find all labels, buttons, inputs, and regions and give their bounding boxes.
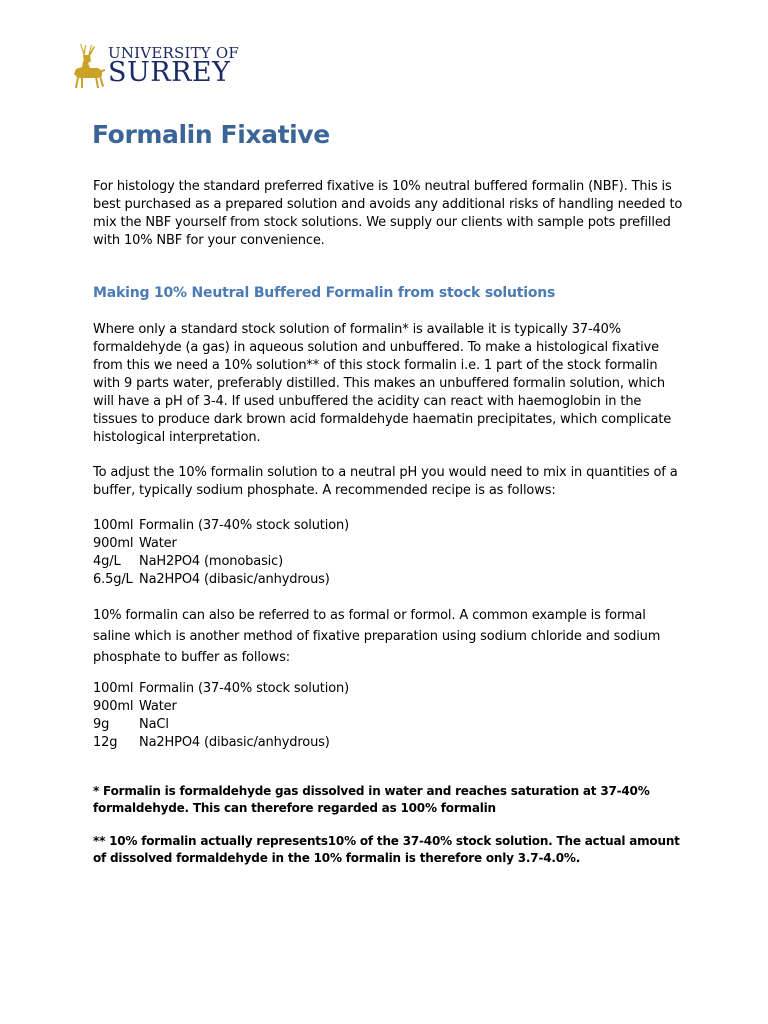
recipe-ingredient: Na2HPO4 (dibasic/anhydrous): [139, 572, 330, 587]
recipe-row: [93, 571, 349, 589]
intro-paragraph: For histology the standard preferred fixative is 10% neutral buffered formalin (NBF). This is best purchased as a prepared solution and avoids any additional risks of handling needed to mix the NBF yourself from stock solutions. We supply our clients with sample pots prefilled with 10% NBF for your convenience.: [93, 179, 683, 248]
recipe-ingredient: NaH2PO4 (monobasic): [139, 554, 284, 569]
recipe-row: [93, 698, 349, 716]
recipe-ingredient: Water: [139, 699, 177, 714]
nbf-recipe: [93, 517, 349, 589]
recipe-amount: 12g: [93, 735, 118, 750]
recipe-amount: 4g/L: [93, 554, 121, 569]
section-heading: Making 10% Neutral Buffered Formalin from stock solutions: [93, 285, 556, 301]
recipe-ingredient: Formalin (37-40% stock solution): [139, 518, 350, 533]
recipe-amount: 900ml: [93, 536, 134, 551]
recipe-amount: 6.5g/L: [93, 572, 133, 587]
logo-surrey-text: SURREY: [108, 57, 231, 88]
recipe-amount: 100ml: [93, 681, 134, 696]
recipe-row: [93, 535, 349, 553]
recipe-ingredient: Formalin (37-40% stock solution): [139, 681, 350, 696]
recipe-row: [93, 680, 349, 698]
recipe-row: [93, 553, 349, 571]
recipe-amount: 9g: [93, 717, 110, 732]
formal-saline-paragraph: 10% formalin can also be referred to as formal or formol. A common example is formal saline which is another method of fixative preparation using sodium chloride and sodium phosphate to buffer as follows:: [93, 608, 661, 665]
recipe-ingredient: Na2HPO4 (dibasic/anhydrous): [139, 735, 330, 750]
recipe-ingredient: Water: [139, 536, 177, 551]
stag-icon: [64, 42, 106, 90]
recipe-ingredient: NaCl: [139, 717, 169, 732]
logo-university-text: UNIVERSITY OF: [108, 44, 239, 62]
formal-saline-recipe: [93, 680, 349, 752]
footnote-formalin: * Formalin is formaldehyde gas dissolved in water and reaches saturation at 37-40% formaldehyde. This can therefore regarded as 100% formalin: [93, 784, 650, 815]
recipe-row: [93, 734, 349, 752]
stock-solution-paragraph: Where only a standard stock solution of formalin* is available it is typically 37-40% formaldehyde (a gas) in aqueous solution and unbuffered. To make a histological fixative from this we need a 10% solution** of this stock formalin i.e. 1 part of the stock formalin with 9 parts water, preferably distilled. This makes an unbuffered formalin solution, which will have a pH of 3-4. If used unbuffered the acidity can react with haemoglobin in the tissues to produce dark brown acid formaldehyde haematin precipitates, which complicate histological interpretation.: [93, 322, 672, 445]
university-logo: [64, 42, 239, 92]
page-title: Formalin Fixative: [92, 120, 330, 149]
buffer-paragraph: To adjust the 10% formalin solution to a neutral pH you would need to mix in quantities of a buffer, typically sodium phosphate. A recommended recipe is as follows:: [93, 465, 678, 498]
recipe-row: [93, 716, 349, 734]
recipe-amount: 900ml: [93, 699, 134, 714]
recipe-amount: 100ml: [93, 518, 134, 533]
recipe-row: [93, 517, 349, 535]
footnote-ten-percent: ** 10% formalin actually represents10% of the 37-40% stock solution. The actual amount of dissolved formaldehyde in the 10% formalin is therefore only 3.7-4.0%.: [93, 834, 680, 865]
